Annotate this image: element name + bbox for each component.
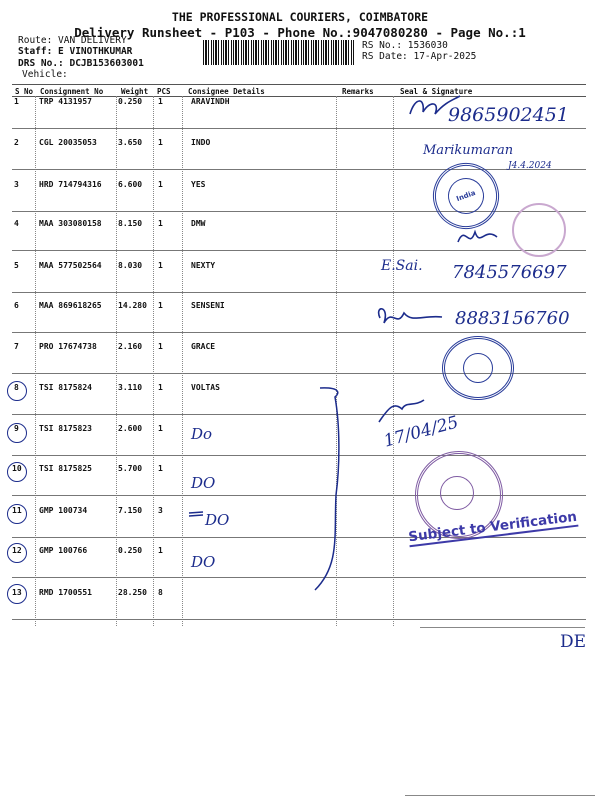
- signature-scribble: [372, 303, 447, 331]
- row-weight: 2.600: [118, 424, 143, 433]
- row-weight: 2.160: [118, 342, 143, 351]
- row-pcs: 1: [158, 219, 163, 228]
- row-consignment-no: HRD 714794316: [39, 180, 102, 189]
- row-separator: [12, 577, 586, 578]
- company-title: THE PROFESSIONAL COURIERS, COIMBATORE: [171, 10, 429, 24]
- signature-scribble: [455, 222, 500, 252]
- strike-mark: [188, 508, 204, 518]
- row-weight: 8.150: [118, 219, 143, 228]
- rs-date: RS Date: 17-Apr-2025: [362, 51, 477, 62]
- company-seal-stamp: India: [424, 154, 509, 239]
- handwritten-name-5: E.Sai.: [381, 258, 423, 274]
- row-pcs: 1: [158, 383, 163, 392]
- serial-circle: [7, 423, 27, 443]
- grace-laser-seal: [442, 336, 514, 400]
- footer-rule: [420, 627, 585, 628]
- col-sno: S No: [15, 87, 34, 96]
- row-serial: 2: [14, 138, 19, 147]
- row-weight: 3.110: [118, 383, 143, 392]
- row-consignment-no: RMD 1700551: [39, 588, 92, 597]
- row-separator: [12, 537, 586, 538]
- vehicle-label: Vehicle:: [22, 69, 68, 80]
- row-consignment-no: MAA 577502564: [39, 261, 102, 270]
- row-weight: 14.280: [118, 301, 147, 310]
- row-consignment-no: MAA 869618265: [39, 301, 102, 310]
- bracket-line: [310, 385, 370, 595]
- footer-rule: [405, 795, 595, 796]
- row-separator: [12, 211, 586, 212]
- row-consignment-no: CGL 20035053: [39, 138, 97, 147]
- row-pcs: 1: [158, 138, 163, 147]
- row-weight: 6.600: [118, 180, 143, 189]
- col-seal: Seal & Signature: [400, 87, 473, 96]
- drs-label: DRS No.: DCJB153603001: [18, 58, 144, 69]
- row-consignee: SENSENI: [191, 301, 225, 310]
- row-weight: 8.030: [118, 261, 143, 270]
- row-serial: 6: [14, 301, 19, 310]
- handwritten-phone-6: 8883156760: [455, 308, 570, 329]
- row-consignee: DMW: [191, 219, 206, 228]
- row-consignment-no: TSI 8175824: [39, 383, 92, 392]
- row-weight: 3.650: [118, 138, 143, 147]
- handwritten-phone-1: 9865902451: [448, 104, 569, 126]
- row-pcs: 8: [158, 588, 163, 597]
- row-consignment-no: PRO 17674738: [39, 342, 97, 351]
- row-serial: 13: [12, 588, 22, 597]
- handwritten-date-2: J4.4.2024: [508, 161, 552, 171]
- handwritten-de: DE: [560, 632, 587, 652]
- col-consignment: Consignment No: [40, 87, 104, 96]
- serial-circle: [7, 462, 27, 482]
- col-remarks: Remarks: [342, 87, 374, 96]
- row-consignment-no: TSI 8175823: [39, 424, 92, 433]
- row-consignee: NEXTY: [191, 261, 216, 270]
- row-pcs: 1: [158, 546, 163, 555]
- row-weight: 0.250: [118, 97, 143, 106]
- runsheet-subtitle: Delivery Runsheet - P103 - Phone No.:9047080280 - Page No.:1: [74, 25, 526, 40]
- row-weight: 7.150: [118, 506, 143, 515]
- row-pcs: 1: [158, 424, 163, 433]
- handwritten-date-8: 17/04/25: [381, 412, 461, 452]
- route-label: Route: VAN DELIVERY: [18, 35, 127, 46]
- row-consignee: GRACE: [191, 342, 216, 351]
- row-pcs: 1: [158, 301, 163, 310]
- row-weight: 0.250: [118, 546, 143, 555]
- handwritten-initials: DO: [191, 553, 216, 571]
- serial-circle: [7, 543, 27, 563]
- faint-seal-stamp: [512, 203, 566, 257]
- serial-circle: [7, 584, 27, 604]
- row-pcs: 1: [158, 97, 163, 106]
- row-serial: 7: [14, 342, 19, 351]
- handwritten-phone-5: 7845576697: [452, 262, 567, 283]
- row-serial: 1: [14, 97, 19, 106]
- row-pcs: 3: [158, 506, 163, 515]
- row-serial: 5: [14, 261, 19, 270]
- handwritten-initials: Do: [191, 425, 213, 443]
- row-serial: 8: [14, 383, 19, 392]
- row-separator: [12, 292, 586, 293]
- row-consignee: INDO: [191, 138, 211, 147]
- row-pcs: 1: [158, 342, 163, 351]
- row-consignee: VOLTAS: [191, 383, 220, 392]
- header-rule-bottom: [12, 96, 586, 97]
- voltas-seal-inner: [440, 476, 474, 510]
- col-weight: Weight: [121, 87, 149, 96]
- col-divider: [393, 96, 394, 626]
- header-rule-top: [12, 84, 586, 85]
- row-consignment-no: TSI 8175825: [39, 464, 92, 473]
- row-weight: 5.700: [118, 464, 143, 473]
- col-divider: [116, 96, 117, 626]
- col-divider: [182, 96, 183, 626]
- col-consignee: Consignee Details: [188, 87, 265, 96]
- row-consignment-no: MAA 303080158: [39, 219, 102, 228]
- col-pcs: PCS: [157, 87, 171, 96]
- row-separator: [12, 128, 586, 129]
- handwritten-name-2: Marikumaran: [423, 143, 514, 158]
- rs-number: RS No.: 1536030: [362, 40, 448, 51]
- row-pcs: 1: [158, 261, 163, 270]
- col-divider: [35, 96, 36, 626]
- row-serial: 12: [12, 546, 22, 555]
- row-pcs: 1: [158, 464, 163, 473]
- handwritten-initials: DO: [191, 474, 216, 492]
- serial-circle: [7, 504, 27, 524]
- row-consignment-no: GMP 100734: [39, 506, 88, 515]
- row-serial: 3: [14, 180, 19, 189]
- staff-label: Staff: E VINOTHKUMAR: [18, 46, 133, 57]
- serial-circle: [7, 381, 27, 401]
- row-serial: 4: [14, 219, 19, 228]
- row-consignee: YES: [191, 180, 206, 189]
- row-serial: 11: [12, 506, 22, 515]
- row-consignment-no: TRP 4131957: [39, 97, 92, 106]
- verification-stamp: Subject to Verification: [407, 508, 578, 546]
- row-consignee: ARAVINDH: [191, 97, 230, 106]
- row-serial: 9: [14, 424, 19, 433]
- row-weight: 28.250: [118, 588, 147, 597]
- row-separator: [12, 332, 586, 333]
- row-pcs: 1: [158, 180, 163, 189]
- row-separator: [12, 414, 586, 415]
- row-consignment-no: GMP 100766: [39, 546, 88, 555]
- col-divider: [153, 96, 154, 626]
- handwritten-initials: DO: [205, 511, 230, 529]
- row-separator: [12, 169, 586, 170]
- row-serial: 10: [12, 464, 22, 473]
- row-separator: [12, 619, 586, 620]
- barcode: [203, 40, 355, 65]
- row-separator: [12, 455, 586, 456]
